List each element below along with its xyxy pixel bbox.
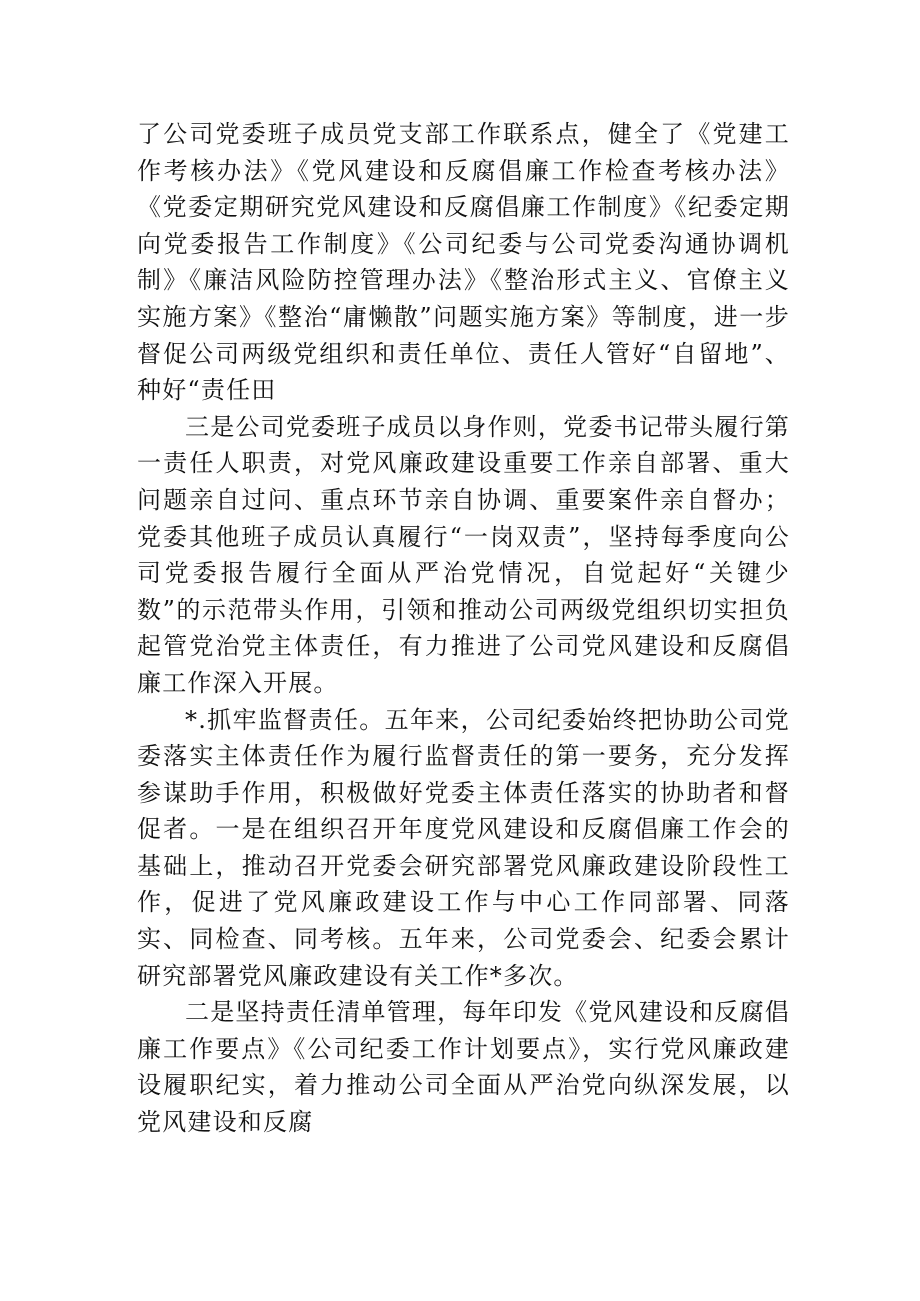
document-body <box>137 116 790 1141</box>
paragraph-1: 了公司党委班子成员党支部工作联系点，健全了《党建工作考核办法》《党风建设和反腐倡廉工作检查考核办法》《党委定期研究党风建设和反腐倡廉工作制度》《纪委定期向党委报告工作制度》《公司纪委与公司党委沟通协调机制》《廉洁风险防控管理办法》《整治形式主义、官僚主义实施方案》《整治“庸懒散”问题实施方案》等制度，进一步督促公司两级党组织和责任单位、责任人管好“自留地”、种好“责任田 <box>137 120 790 405</box>
paragraph-3: *.抓牢监督责任。五年来，公司纪委始终把协助公司党委落实主体责任作为履行监督责任的第一要务，充分发挥参谋助手作用，积极做好党委主体责任落实的协助者和督促者。一是在组织召开年度党风建设和反腐倡廉工作会的基础上，推动召开党委会研究部署党风廉政建设阶段性工作，促进了党风廉政建设工作与中心工作同部署、同落实、同检查、同考核。五年来，公司党委会、纪委会累计研究部署党风廉政建设有关工作*多次。 <box>137 705 790 990</box>
paragraph-2: 三是公司党委班子成员以身作则，党委书记带头履行第一责任人职责，对党风廉政建设重要工作亲自部署、重大问题亲自过问、重点环节亲自协调、重要案件亲自督办；党委其他班子成员认真履行“一岗双责”，坚持每季度向公司党委报告履行全面从严治党情况，自觉起好“关键少数”的示范带头作用，引领和推动公司两级党组织切实担负起管党治党主体责任，有力推进了公司党风建设和反腐倡廉工作深入开展。 <box>137 412 790 697</box>
paragraph-4: 二是坚持责任清单管理，每年印发《党风建设和反腐倡廉工作要点》《公司纪委工作计划要点》，实行党风廉政建设履职纪实，着力推动公司全面从严治党向纵深发展，以党风建设和反腐 <box>137 998 790 1137</box>
